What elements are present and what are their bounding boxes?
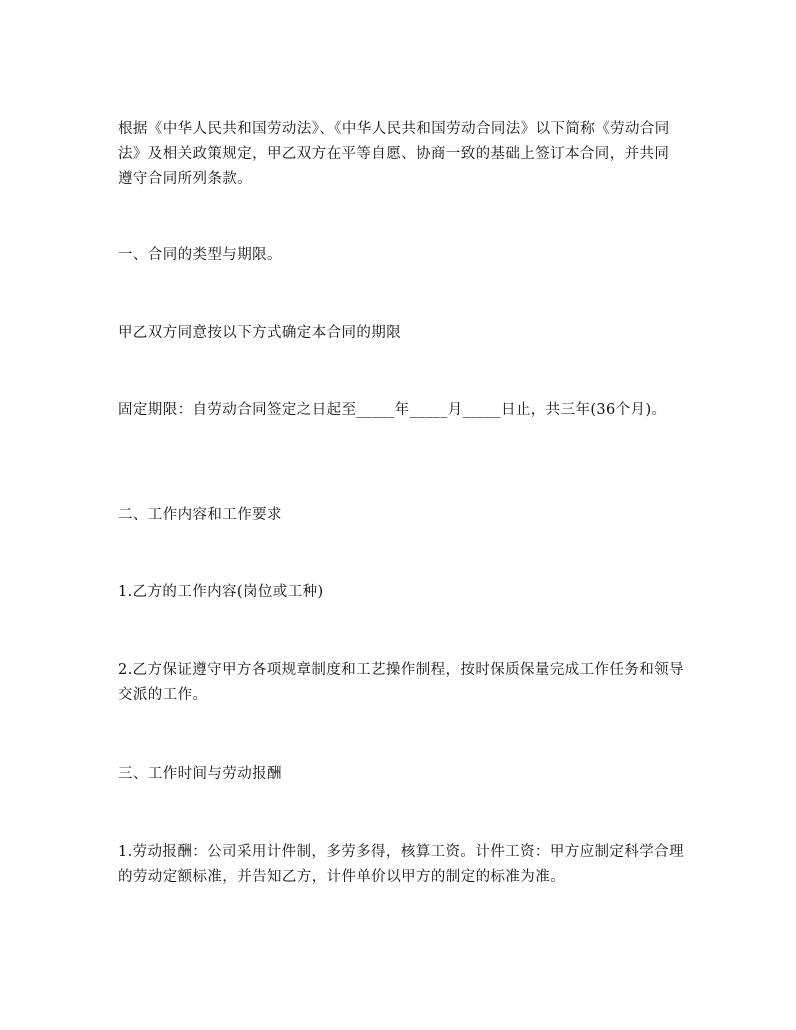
remuneration-item: 1.劳动报酬：公司采用计件制，多劳多得，核算工资。计件工资：甲方应制定科学合理的劳动定额标准，并告知乙方，计件单价以甲方的制定的标准为准。 bbox=[118, 844, 684, 885]
work-content-item: 1.乙方的工作内容(岗位或工种) bbox=[118, 584, 324, 600]
work-requirement-item: 2.乙方保证遵守甲方各项规章制度和工艺操作制程，按时保质保量完成工作任务和领导交派的工作。 bbox=[118, 662, 684, 703]
section-1-heading: 一、合同的类型与期限。 bbox=[118, 247, 282, 263]
section-3-heading: 三、工作时间与劳动报酬 bbox=[118, 766, 282, 782]
agreement-paragraph: 甲乙双方同意按以下方式确定本合同的期限 bbox=[118, 325, 402, 341]
intro-paragraph: 根据《中华人民共和国劳动法》、《中华人民共和国劳动合同法》以下简称《劳动合同法》及相关政策规定，甲乙双方在平等自愿、协商一致的基础上签订本合同，并共同遵守合同所列条款。 bbox=[118, 121, 670, 187]
fixed-term-paragraph: 固定期限：自劳动合同签定之日起至_____年_____月_____日止，共三年(36个月)。 bbox=[118, 402, 667, 418]
section-2-heading: 二、工作内容和工作要求 bbox=[118, 507, 282, 523]
